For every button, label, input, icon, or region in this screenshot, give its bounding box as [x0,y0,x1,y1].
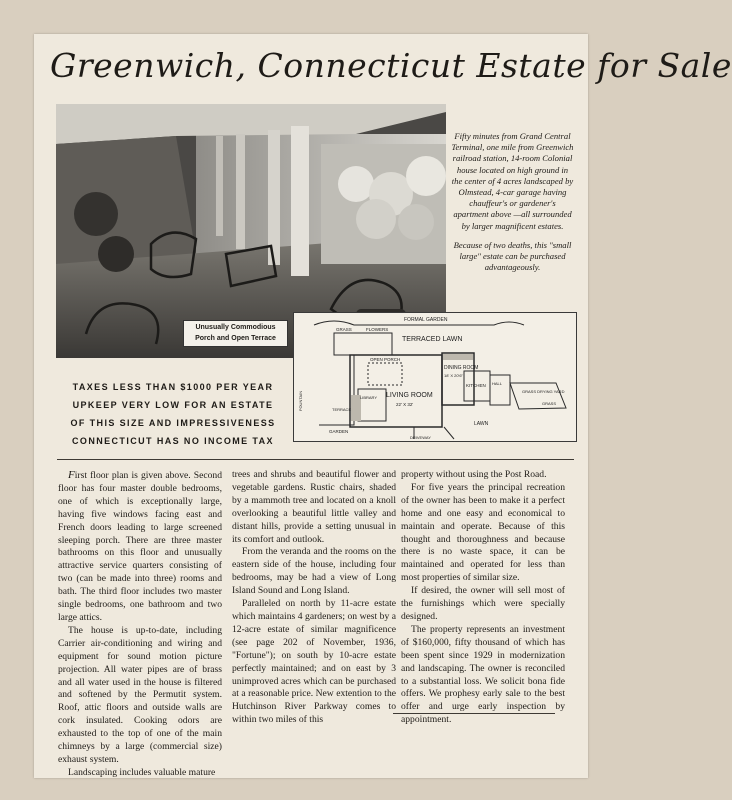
divider-rule [57,459,574,460]
tax-line-1: TAXES LESS THAN $1000 PER YEAR [72,382,274,392]
photo-caption [183,320,288,347]
plan-label-living-dim: 22' X 32' [396,402,414,407]
plan-label-fountain: FOUNTAIN [298,390,303,411]
body-paragraph: property without using the Post Road. [401,469,547,480]
plan-label-grass-drying: GRASS DRYING YARD [522,389,565,394]
floor-plan [293,312,577,442]
body-paragraph: For five years the principal recreation of the owner has been to make it a perfect home and one easy and economical to maintain and operate. Because of this thought and thoroughness and because there is no waste space, it can be maintained and operated for less than most properties of similar size. [401,481,565,584]
plan-label-formal-garden: FORMAL GARDEN [404,317,448,323]
body-paragraph: If desired, the owner will sell most of the furnishings which were specially designed. [401,585,565,622]
body-column-1 [58,469,222,780]
body-paragraph: The house is up-to-date, including Carrier air-conditioning and wiring and equipment for sound motion picture projection. All water pipes are of brass and all water used in the house is filtered and softened by the Permutit system. Roof, attic floors and outside walls are cork insulated. Cooking odors are exhausted to the top of one of the main chimneys by a large (commercial size) exhaust system. [58,624,222,765]
plan-label-terraced-lawn: TERRACED LAWN [402,336,463,343]
tax-line-4: CONNECTICUT HAS NO INCOME TAX [72,436,274,446]
tax-line-3: OF THIS SIZE AND IMPRESSIVENESS [70,418,276,428]
body-paragraph: Paralleled on north by 11-acre estate which maintains 4 gardeners; on west by a 12-acre estate of similar magnificence (see page 202 of November, 1936, "Fortune"); on south by 10-acre estate perfectly maintained; and on east by 3 unimproved acres which can be purchased at a reasonable price. New extention to the Hutchinson River Parkway comes to within two miles of this [232,598,396,726]
body-paragraph: From the veranda and the rooms on the eastern side of the house, including four bedrooms, may be had a view of Long Island Sound and Long Island. [232,546,396,597]
plan-label-lawn: LAWN [474,421,489,427]
body-paragraph: First floor plan is given above. Second floor has four master double bedrooms, one of which is exceptionally large, having five windows facing east and French doors leading to large screened sleeping porch. There are three master bathrooms on this floor and unusually attractive service quarters consisting of two (can be made into three) rooms and bath. The third floor includes two master single bedrooms, one bathroom and two large attics. [58,469,222,623]
plan-label-flowers: FLOWERS [366,327,389,332]
plan-label-open-porch: OPEN PORCH [370,357,401,362]
plan-label-terrace: TERRACE [332,407,352,412]
plan-label-living-room: LIVING ROOM [386,392,433,399]
plan-label-dining-dim: 18' X 20'6" [444,373,463,378]
end-rule [393,713,555,714]
body-column-3 [401,469,565,727]
sidebar-description [451,131,574,281]
plan-label-driveway: DRIVEWAY [410,435,431,440]
body-paragraph: trees and shrubs and beautiful flower and vegetable gardens. Rustic chairs, shaded by a mammoth tree and located on a knoll overlooking a beautiful little valley and distant hills, provide a setting unusual in its comfort and outlook. [232,469,396,545]
plan-label-garden: GARDEN [329,429,349,434]
body-paragraph: The property represents an investment of $160,000, fifty thousand of which has been spent since 1929 in modernization and landscaping. The owner is reconciled to a substantial loss. We solicit bona fide offers. We prophesy early sale to the best offer and urge early inspection by appointment. [401,623,565,726]
plan-label-dining-room: DINING ROOM [444,365,479,371]
body-paragraph: Landscaping includes valuable mature [68,766,216,778]
caption-line-2: Porch and Open Terrace [195,335,276,342]
sidebar-paragraph-2: Because of two deaths, this "small large" estate can be purchased advantageously. [453,239,572,273]
plan-label-kitchen: KITCHEN [466,383,486,388]
plan-label-grass-2: GRASS [542,401,557,406]
plan-label-library: LIBRARY [360,395,378,400]
tax-line-2: UPKEEP VERY LOW FOR AN ESTATE [72,400,274,410]
page-title: Greenwich, Connecticut Estate for Sale [50,46,732,85]
body-column-2 [232,469,396,727]
tax-headline [62,378,284,450]
plan-label-grass: GRASS [336,327,352,332]
plan-label-hall: HALL [492,381,503,386]
caption-line-1: Unusually Commodious [195,324,276,331]
sidebar-paragraph-1: Fifty minutes from Grand Central Terminal, one mile from Greenwich railroad station, 14-room Colonial house located on high ground in the center of 4 acres landscaped by Olmstead, 4-car garage having chauffeur's or gardener's apartment above —all surrounded by larger magnificent estates. [451,131,574,231]
